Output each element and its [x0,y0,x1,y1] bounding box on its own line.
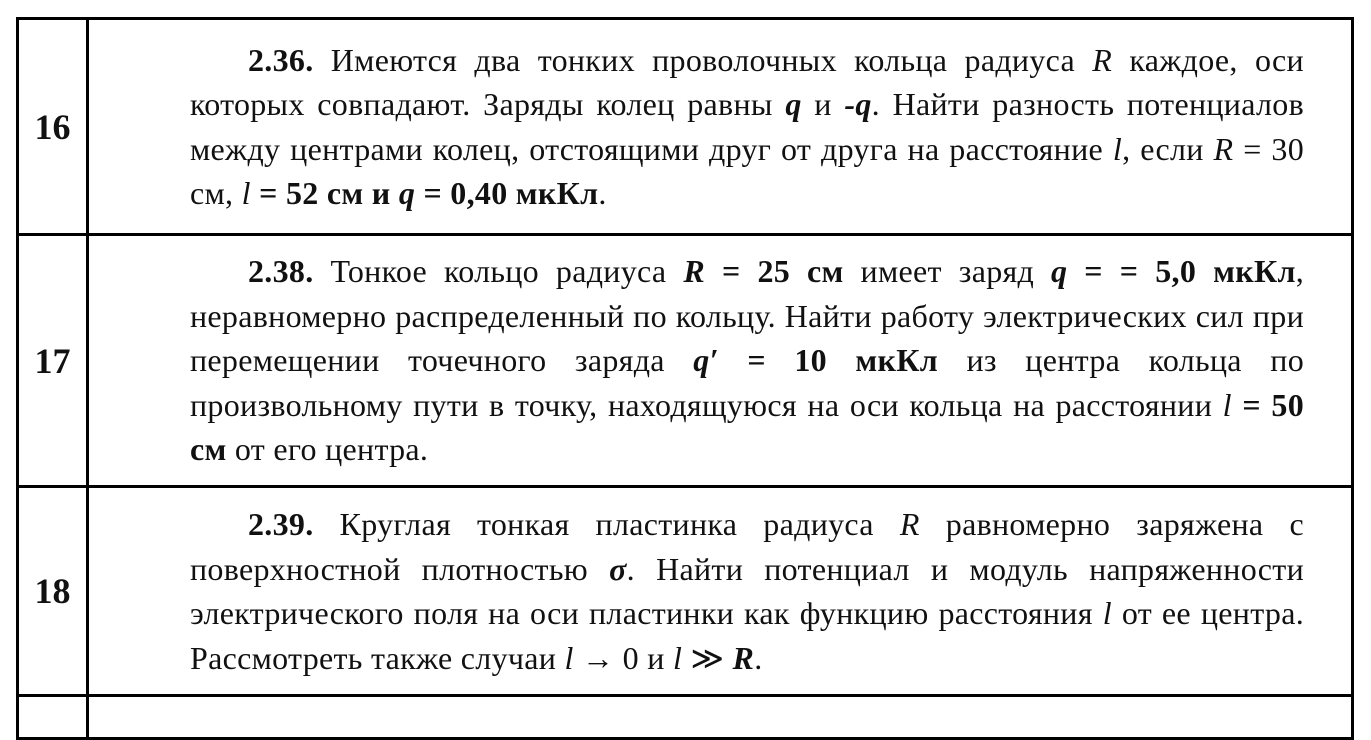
math-symbol: R [1092,41,1113,78]
problem-number: 2.39. [248,506,314,542]
table-row [18,19,1353,235]
math-symbol: R [1213,130,1234,167]
math-symbol: l [672,639,683,676]
math-symbol: R [899,506,920,542]
problem-number: 2.38. [248,253,314,290]
problem-text: 2.38. Тонкое кольцо радиуса R = 25 см имеет заряд q = = 5,0 мкКл, неравномерно распределенный по кольцу. Найти работу электрических сил при перемещении точечного заряда q′ = 10 мкКл из центра кольца по произвольному пути в точку, находящуюся на оси кольца на расстоянии l = 50 см от его центра. [190,253,1305,468]
math-symbol: l [241,175,251,211]
math-symbol: R [732,639,755,676]
table-row [18,487,1353,696]
math-symbol: R [683,253,706,290]
math-symbol: l [1112,130,1123,167]
problems-table [16,17,1354,740]
math-symbol: l [1102,595,1112,631]
table-row [18,696,1353,739]
row-number: 17 [18,235,88,487]
table-row [18,235,1353,487]
problem-cell [88,696,1353,739]
math-symbol: l [1222,386,1232,423]
math-symbol: q [398,175,416,211]
row-number: 18 [18,487,88,696]
math-symbol: q [785,86,802,122]
math-symbol: σ [609,550,627,587]
math-symbol: l [564,639,574,676]
row-number: 16 [18,19,88,235]
math-symbol: q [1051,253,1068,290]
problem-cell [88,487,1353,696]
problem-number: 2.36. [248,41,314,78]
problem-text: 2.36. Имеются два тонких проволочных кольца радиуса R каждое, оси которых совпадают. Заряды колец равны q и -q. Найти разность потенциалов между центрами колец, отстоящими друг от друга на расстояние l, если R = 30 см, l = 52 см и q = 0,40 мкКл. [190,41,1304,211]
problem-text: 2.39. Круглая тонкая пластинка радиуса R равномерно заряжена с поверхностной плотностью σ. Найти потенциал и модуль напряженности электрического поля на оси пластинки как функцию расстояния l от ее центра. Рассмотреть также случаи l → 0 и l ≫ R. [190,506,1305,676]
math-symbol: -q [844,86,872,122]
row-number [18,696,88,739]
math-symbol: q′ [693,342,719,379]
problem-cell [88,235,1353,487]
problem-cell [88,19,1353,235]
